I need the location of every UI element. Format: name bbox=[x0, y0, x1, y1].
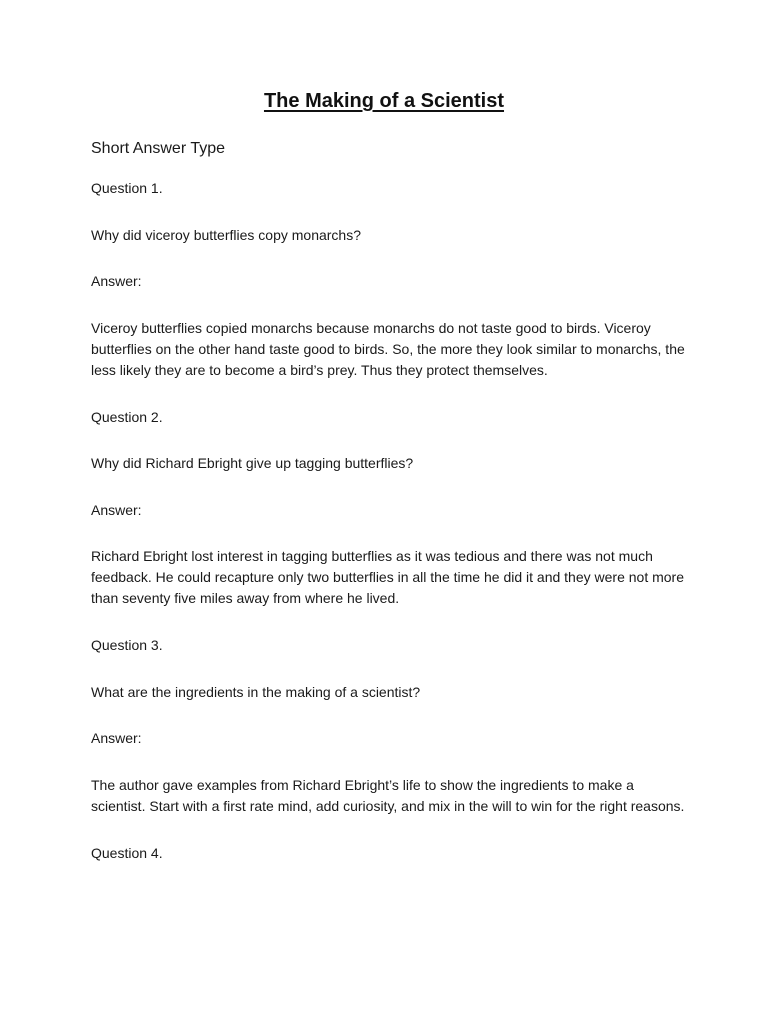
answer-text: Richard Ebright lost interest in tagging butterflies as it was tedious and there was not much feedback. He could recapture only two butterflies in all the time he did it and they were not more than seventy five miles away from where he lived. bbox=[91, 548, 684, 606]
question-text: What are the ingredients in the making of a scientist? bbox=[91, 683, 421, 700]
question-label: Question 3. bbox=[91, 637, 163, 653]
question-label: Question 2. bbox=[91, 408, 163, 425]
document-body bbox=[91, 139, 691, 889]
answer-label: Answer: bbox=[91, 273, 142, 289]
question-text: Why did viceroy butterflies copy monarchs? bbox=[91, 226, 361, 243]
answer-text: The author gave examples from Richard Ebright’s life to show the ingredients to make a scientist. Start with a first rate mind, add curiosity, and mix in the will to win for the right reasons. bbox=[91, 776, 685, 814]
question-label: Question 4. bbox=[91, 844, 163, 861]
answer-label: Answer: bbox=[91, 730, 142, 746]
answer-label: Answer: bbox=[91, 501, 142, 518]
question-text: Why did Richard Ebright give up tagging butterflies? bbox=[91, 455, 414, 471]
document-title: The Making of a Scientist bbox=[263, 90, 505, 112]
answer-text: Viceroy butterflies copied monarchs because monarchs do not taste good to birds. Viceroy butterflies on the other hand taste good to birds. So, the more they look similar to monarchs, the less likely they are to become a bird’s prey. Thus they protect themselves. bbox=[91, 319, 685, 378]
section-heading: Short Answer Type bbox=[91, 140, 225, 157]
question-label: Question 1. bbox=[91, 180, 163, 196]
